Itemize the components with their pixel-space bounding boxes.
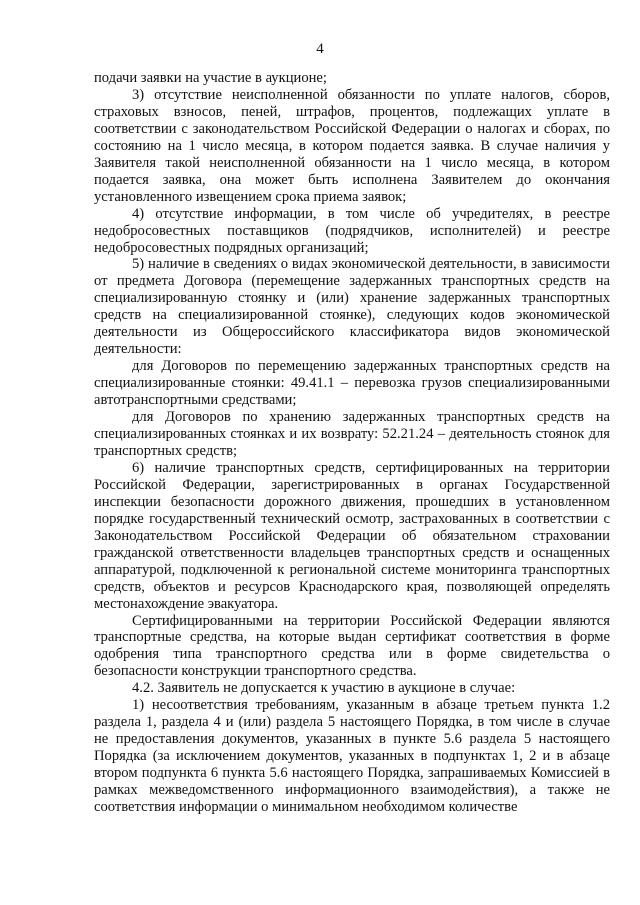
page-number: 4 — [316, 41, 324, 57]
paragraph-4-2-item-1: 1) несоответствия требованиям, указанным в абзаце третьем пункта 1.2 раздела 1, раздела 4 и (или) раздела 5 настоящего Порядка, в том числе в случае не предоставления документов, указанных в пункте 5.6 раздела 5 настоящего Порядка (за исключением документов, указанных в подпунктах 1, 2 и в абзаце втором подпункта 6 пункта 5.6 настоящего Порядка, запрашиваемых Комиссией в рамках межведомственного информационного взаимодействия), а также не соответствия информации о минимальном необходимом количестве — [94, 697, 610, 815]
paragraph-item-4-registry: 4) отсутствие информации, в том числе об учредителях, в реестре недобросовестных поставщиков (подрядчиков, исполнителей) и реестре недобросовестных подрядных организаций; — [94, 205, 610, 256]
paragraph-item-6-vehicles: 6) наличие транспортных средств, сертифицированных на территории Российской Федерации, зарегистрированных в органах Государственной инспекции безопасности дорожного движения, прошедших в установленном порядке государственный технический осмотр, застрахованных в соответствии с Законодательством Российской Федерации об обязательном страховании гражданской ответственности владельцев транспортных средств и оснащенных аппаратурой, подключенной к региональной системе мониторинга транспортных средств, объектов и ресурсов Краснодарского края, позволяющей определять местонахождение эвакуатора. — [94, 459, 610, 612]
paragraph-item-3-tax-obligations: 3) отсутствие неисполненной обязанности по уплате налогов, сборов, страховых взносов, пеней, штрафов, процентов, подлежащих уплате в соответствии с законодательством Российской Федерации о налогах и сборах, по состоянию на 1 число месяца, в котором подается заявка. В случае наличия у Заявителя такой неисполненной обязанности на 1 число месяца, в котором подается заявка, она может быть исполнена Заявителем до окончания установленного извещением срока приема заявок; — [94, 86, 610, 205]
paragraph-item-5-activity-codes: 5) наличие в сведениях о видах экономической деятельности, в зависимости от предмета Договора (перемещение задержанных транспортных средств на специализированную стоянку и (или) хранение задержанных транспортных средств на специализированной стоянке), следующих кодов экономической деятельности из Общероссийского классификатора видов экономической деятельности: — [94, 256, 610, 358]
paragraph-certified-vehicles: Сертифицированными на территории Российской Федерации являются транспортные средства, на которые выдан сертификат соответствия в форме одобрения типа транспортного средства или в форме свидетельства о безопасности конструкции транспортного средства. — [94, 612, 610, 680]
paragraph-moving-contracts: для Договоров по перемещению задержанных транспортных средств на специализированные стоянки: 49.41.1 – перевозка грузов специализированными автотранспортными средствами; — [94, 358, 610, 409]
paragraph-storage-contracts: для Договоров по хранению задержанных транспортных средств на специализированных стоянках и их возврату: 52.21.24 – деятельность стоянок для транспортных средств; — [94, 409, 610, 459]
paragraph-section-4-2: 4.2. Заявитель не допускается к участию в аукционе в случае: — [132, 680, 516, 697]
body-text — [94, 70, 610, 816]
paragraph-continuation: подачи заявки на участие в аукционе; — [94, 70, 327, 86]
